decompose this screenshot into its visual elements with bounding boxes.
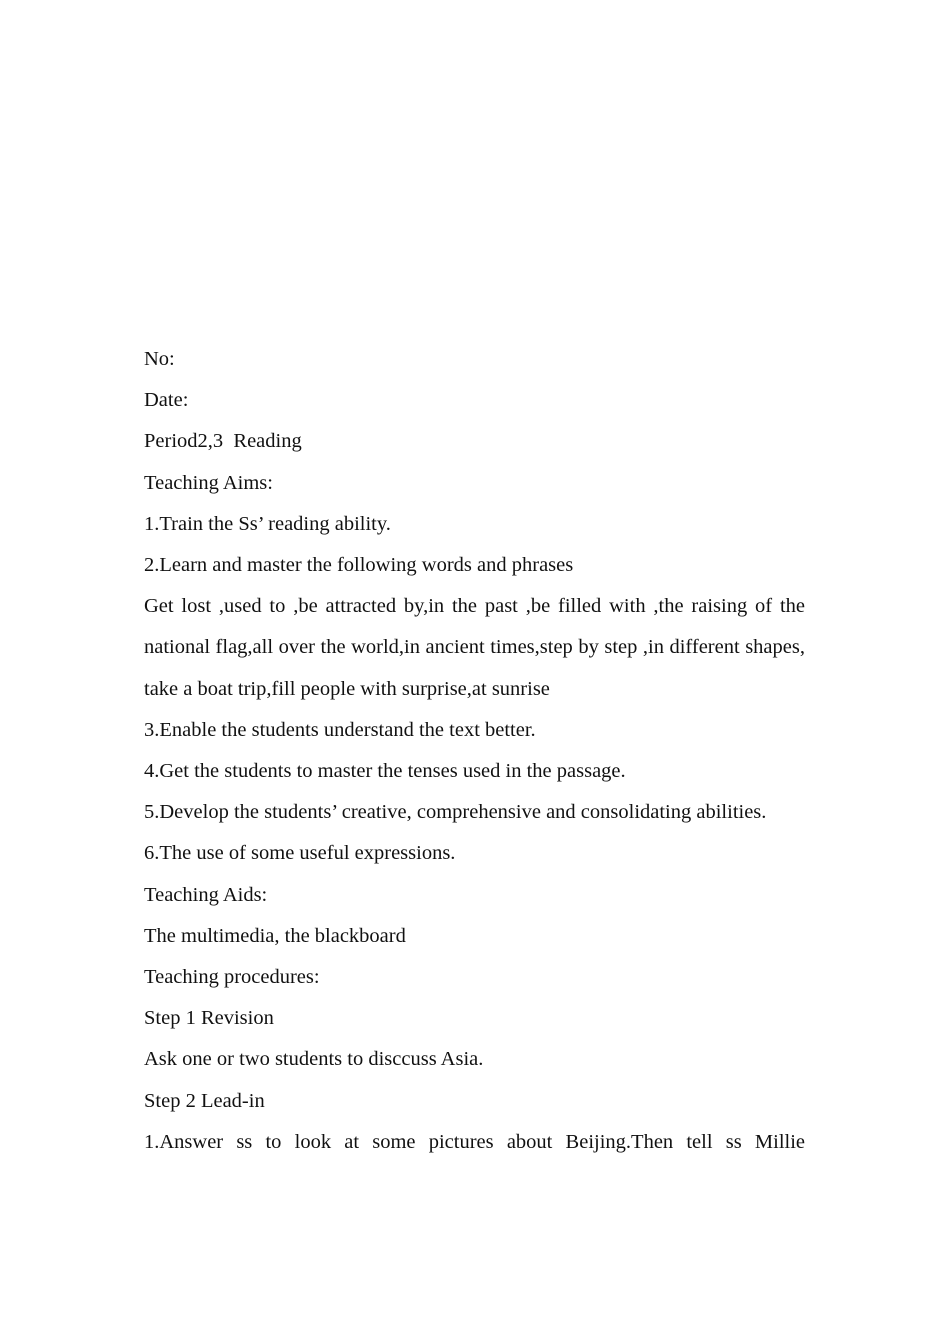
step-title: Step 2 Lead-in xyxy=(144,1089,265,1112)
date-label: Date: xyxy=(144,389,189,412)
aim-item: 5.Develop the students’ creative, comprehensive and consolidating abilities. xyxy=(144,801,767,824)
aim-item: 6.The use of some useful expressions. xyxy=(144,842,456,865)
aim-item: 3.Enable the students understand the text better. xyxy=(144,718,536,741)
step-content: 1.Answer ss to look at some pictures about Beijing.Then tell ss Millie xyxy=(144,1130,805,1153)
teaching-aids-content: The multimedia, the blackboard xyxy=(144,924,406,947)
number-label: No: xyxy=(144,348,175,370)
teaching-procedures-heading: Teaching procedures: xyxy=(144,966,320,989)
teaching-aims-heading: Teaching Aims: xyxy=(144,471,273,494)
step-content: Ask one or two students to disccuss Asia. xyxy=(144,1048,484,1071)
aim-item: 2.Learn and master the following words and phrases xyxy=(144,554,574,577)
aim-item: 1.Train the Ss’ reading ability. xyxy=(144,512,391,535)
step-title: Step 1 Revision xyxy=(144,1007,274,1030)
period-title: Period2,3 Reading xyxy=(144,430,302,453)
aim-item: 4.Get the students to master the tenses used in the passage. xyxy=(144,760,626,783)
document-page xyxy=(144,339,805,1163)
teaching-aids-heading: Teaching Aids: xyxy=(144,883,268,906)
phrases-paragraph: Get lost ,used to ,be attracted by,in the past ,be filled with ,the raising of the national flag,all over the world,in ancient times,step by step ,in different shapes, take a boat trip,fill people with surprise,at sunrise xyxy=(144,595,805,700)
